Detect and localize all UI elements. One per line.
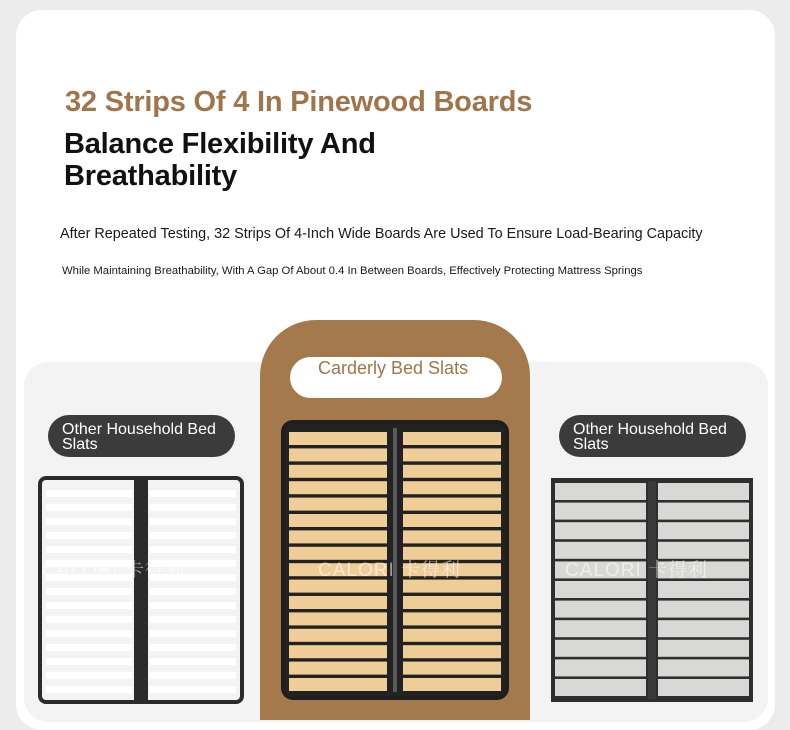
slat — [555, 640, 646, 657]
slat — [150, 490, 236, 497]
slat — [403, 678, 501, 691]
slat — [289, 432, 387, 445]
slat — [555, 581, 646, 598]
slat — [289, 629, 387, 642]
slat — [289, 596, 387, 609]
watermark-left: CALORI 卡得利 — [42, 560, 186, 581]
slat — [403, 514, 501, 527]
watermark-center: CALORI 卡得利 — [318, 560, 462, 581]
slat — [150, 630, 236, 637]
slat — [289, 612, 387, 625]
slat — [289, 662, 387, 675]
slat — [46, 644, 132, 651]
slat — [403, 432, 501, 445]
center-label: Carderly Bed Slats — [318, 358, 469, 378]
slat — [403, 530, 501, 543]
slat — [46, 532, 132, 539]
slat — [150, 644, 236, 651]
slat — [403, 645, 501, 658]
right-label: Other Household Bed Slats — [573, 421, 727, 453]
right-label-pill — [559, 415, 746, 457]
slat — [658, 483, 749, 500]
slat — [403, 596, 501, 609]
slat — [555, 620, 646, 637]
left-bed-frame-image — [38, 476, 244, 704]
slat — [658, 640, 749, 657]
slat — [658, 503, 749, 520]
slat — [150, 532, 236, 539]
description-line-2: While Maintaining Breathability, With A Gap Of About 0.4 In Between Boards, Effectively Protecting Mattress Springs — [62, 265, 643, 277]
slat — [289, 645, 387, 658]
slat — [289, 448, 387, 461]
slat — [403, 465, 501, 478]
slat — [46, 658, 132, 665]
slat — [46, 588, 132, 595]
slat — [658, 581, 749, 598]
slat — [289, 514, 387, 527]
slat — [150, 672, 236, 679]
watermark-right: CALORI 卡得利 — [565, 560, 709, 581]
slat — [658, 620, 749, 637]
slat — [46, 518, 132, 525]
slat — [289, 530, 387, 543]
slat — [46, 686, 132, 693]
slat — [289, 678, 387, 691]
slat — [555, 522, 646, 539]
slat — [403, 629, 501, 642]
slat — [150, 546, 236, 553]
slat — [150, 518, 236, 525]
slat — [555, 659, 646, 676]
slat — [150, 686, 236, 693]
left-label-pill — [48, 415, 235, 457]
slat — [46, 630, 132, 637]
slat — [403, 612, 501, 625]
slat — [403, 448, 501, 461]
slat — [555, 503, 646, 520]
slat — [150, 616, 236, 623]
slat — [46, 546, 132, 553]
slat — [46, 504, 132, 511]
left-label: Other Household Bed Slats — [62, 421, 216, 453]
slat — [658, 679, 749, 696]
center-label-pill — [290, 357, 502, 398]
slat — [46, 672, 132, 679]
slat — [403, 498, 501, 511]
slat — [658, 522, 749, 539]
slat — [289, 498, 387, 511]
slat — [555, 679, 646, 696]
slat — [289, 481, 387, 494]
slat — [150, 504, 236, 511]
slat — [289, 465, 387, 478]
slat — [658, 601, 749, 618]
slat — [150, 602, 236, 609]
slat — [555, 601, 646, 618]
description-line-1: After Repeated Testing, 32 Strips Of 4-Inch Wide Boards Are Used To Ensure Load-Bearing Capacity — [60, 226, 703, 242]
slat — [403, 481, 501, 494]
right-bed-frame-image — [550, 477, 754, 703]
slat — [403, 662, 501, 675]
headline-brown: 32 Strips Of 4 In Pinewood Boards — [65, 86, 533, 118]
slat — [150, 658, 236, 665]
slat — [46, 490, 132, 497]
slat — [150, 588, 236, 595]
slat — [46, 602, 132, 609]
headline-dark: Balance Flexibility And Breathability — [64, 128, 376, 192]
slat — [46, 616, 132, 623]
slat — [555, 483, 646, 500]
slat — [658, 659, 749, 676]
